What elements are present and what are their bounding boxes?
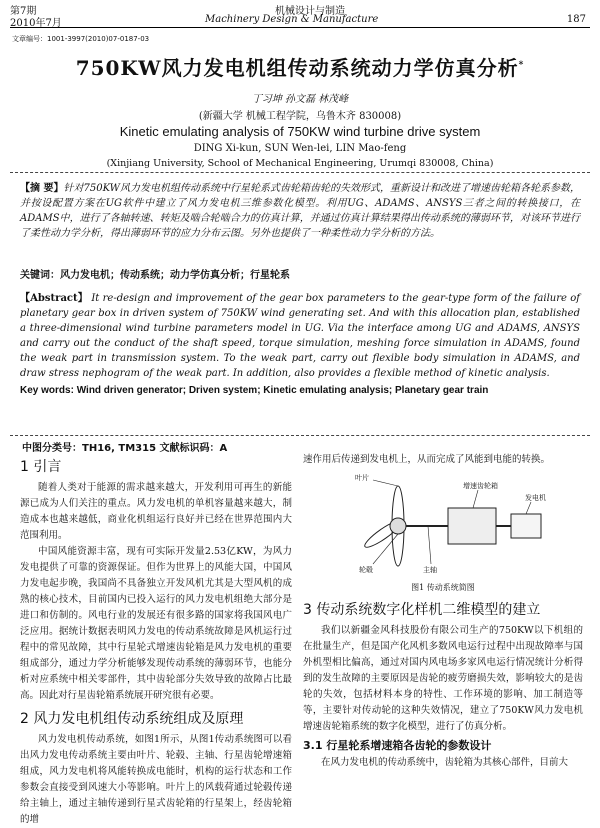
section-2-continuation: 速作用后传递到发电机上，从而完成了风能到电能的转换。 — [303, 454, 551, 465]
journal-name-en: Machinery Design & Manufacture — [205, 14, 379, 25]
paper-title-en: Kinetic emulating analysis of 750KW wind turbine drive system — [119, 124, 481, 139]
section-3-1-heading: 3.1 行星轮系增速箱各齿轮的参数设计 — [303, 739, 492, 752]
header-rule — [10, 27, 590, 28]
journal-name-cn: 机械设计与制造 — [275, 6, 345, 17]
keywords-en-label: Key words: — [20, 385, 74, 396]
figure-1-caption: 图1 传动系统简图 — [411, 583, 475, 592]
fig-label-hub: 轮毂 — [359, 566, 373, 574]
section-3-paragraph-1: 我们以新疆金风科技股份有限公司生产的750KW以下机组的在批量生产，但是国产化风机多数风电运行过程中出现故障率与国外机型相比偏高，通过对国内风电场多家风电运行情况统计分析得到的发生故障的主要原因是齿轮的疲劳磨损失效，影响较大的是齿轮的失效，包括材料本身的特性、工作环境的影响、加工制造等等，主要针对传动轮的这种失效情况，建立了750KW风力发电机增速齿轮箱系统的数字化模型，进行了仿真分析。 — [303, 625, 583, 732]
classification-line: 中图分类号：TH16, TM315 文献标识码：A — [22, 443, 228, 454]
section-2-paragraph-1: 风力发电机传动系统，如图1所示，从图1传动系统图可以看出风力发电传动系统主要由叶片、轮毂、主轴、行星齿轮增速箱组成，风力发电机将风能转换成电能时，机构的运行状态和工作参数会直接受到风速大小等影响。叶片上的风载荷通过轮毂传递给主轴上，通过主轴传递到行星式齿轮箱的行星架上，经齿轮箱的增 — [20, 734, 292, 825]
affiliation-cn: (新疆大学 机械工程学院，乌鲁木齐 830008) — [198, 111, 402, 122]
section-1-heading: 1 引言 — [20, 459, 62, 475]
affiliation-en: (Xinjiang University, School of Mechanical Engineering, Urumqi 830008, China) — [106, 158, 494, 169]
authors-cn: 丁习坤 孙文磊 林茂峰 — [251, 94, 349, 105]
abstract-cn-text: 针对750KW风力发电机组传动系统中行星轮系式齿轮箱齿轮的失效形式，重新设计和改进了增速齿轮箱各轮系参数，并按设配置方案在UG软件中建立了风力发电机三维参数化模型。利用UG、ADAMS、ANSYS三者之间的转换接口，在ADAMS中，进行了各轴转速、转矩及啮合轮啮合力的仿真计算，并通过仿真计算结果得出传动系统的薄弱环节，对该环节进行了柔性动力学分析，得出薄弱环节的应力分布云图。另外也提供了一种柔性动力学分析的方法。 — [20, 183, 580, 239]
keywords-cn — [20, 268, 580, 283]
figure-1 — [303, 472, 583, 580]
paper-title — [0, 52, 600, 81]
abstract-cn — [20, 181, 580, 241]
issue-date: 2010年7月 — [10, 18, 62, 29]
right-column — [303, 452, 583, 771]
abstract-en-text: It re-design and improvement of the gear box parameters to the gear-type form of the failure of planetary gear box in driven system of 750KW wind generating set. And with this allocation plan, established a three-dimensional wind turbine parameters model in UG. Via the interface among UG and ADAMS, ANSYS and carry out the conduct of the shaft speed, torque simulation, meshing force simulation in ADAMS, found the weak part in transmission system. To the weak part, carry out flexible body simulation in ADAMS, and draw stress nephogram of the weak part. In addition, also provides a flexible method of kinetic analysis. — [20, 293, 580, 379]
fig-label-generator: 发电机 — [525, 494, 546, 502]
issue-number: 第7期 — [10, 6, 37, 17]
left-column — [20, 452, 292, 828]
paper-title-text: 750KW风力发电机组传动系统动力学仿真分析 — [75, 56, 519, 80]
abstract-en — [20, 291, 580, 381]
fig-label-blade: 叶片 — [355, 474, 369, 482]
generator-shape — [511, 514, 541, 538]
section-2-heading: 2 风力发电机组传动系统组成及原理 — [20, 711, 244, 727]
section-1-paragraph-1: 随着人类对于能源的需求越来越大，开发利用可再生的新能源已成为人们关注的重点。风力发电机的单机容量越来越大，制造成本也越来越低，商业化机组运行良好并已经在世界范围内大范围利用。 — [20, 482, 292, 541]
hub-shape — [390, 518, 406, 534]
section-3-1-paragraph-1: 在风力发电机的传动系统中，齿轮箱为其核心部件，目前大 — [321, 757, 569, 768]
abstract-en-label: 【Abstract】 — [20, 293, 88, 304]
keywords-en-text: Wind driven generator; Driven system; Kinetic emulating analysis; Planetary gear train — [76, 385, 489, 396]
keywords-en — [20, 383, 580, 398]
abstract-cn-label: 【摘 要】 — [20, 183, 64, 194]
abstract-box — [10, 172, 590, 436]
article-number: 文章编号：1001-3997(2010)07-0187-03 — [12, 35, 150, 43]
keywords-cn-label: 关键词： — [20, 270, 60, 281]
gearbox-shape — [448, 508, 496, 544]
section-3-heading: 3 传动系统数字化样机二维模型的建立 — [303, 602, 541, 618]
title-footnote-mark: * — [518, 60, 525, 71]
authors-en: DING Xi-kun, SUN Wen-lei, LIN Mao-feng — [193, 143, 407, 154]
fig-label-gearbox: 增速齿轮箱 — [463, 482, 498, 490]
keywords-cn-text: 风力发电机；传动系统；动力学仿真分析；行星轮系 — [60, 270, 290, 281]
page-number: 187 — [566, 14, 586, 25]
section-1-paragraph-2: 中国风能资源丰富，现有可实际开发量2.53亿KW，为风力发电提供了可靠的资源保证。但作为世界上的风能大国，中国风力发电起步晚，我国尚不具备独立开发风机尤其是大型风机的成熟的核心技术，目前国内已投入运行的风力发电机组绝大部分是进口和仿制的。风电行业的发展还有很多路的国家将我国风电广泛应用。据统计数据表明风力发电的传动系统故障是风机运行过程中的常见故障，其中行星轮式增速齿轮箱是风力发电机的重要组成部分，通过力学分析能够发现传动系统的薄弱环节，也能分析对应系统中相关零部件，其中齿轮部分失效导致的故障占比最高。因此对行星齿轮箱系统展开研究很有必要。 — [20, 546, 292, 701]
drive-system-diagram — [303, 472, 583, 580]
fig-label-shaft: 主轴 — [423, 566, 437, 574]
